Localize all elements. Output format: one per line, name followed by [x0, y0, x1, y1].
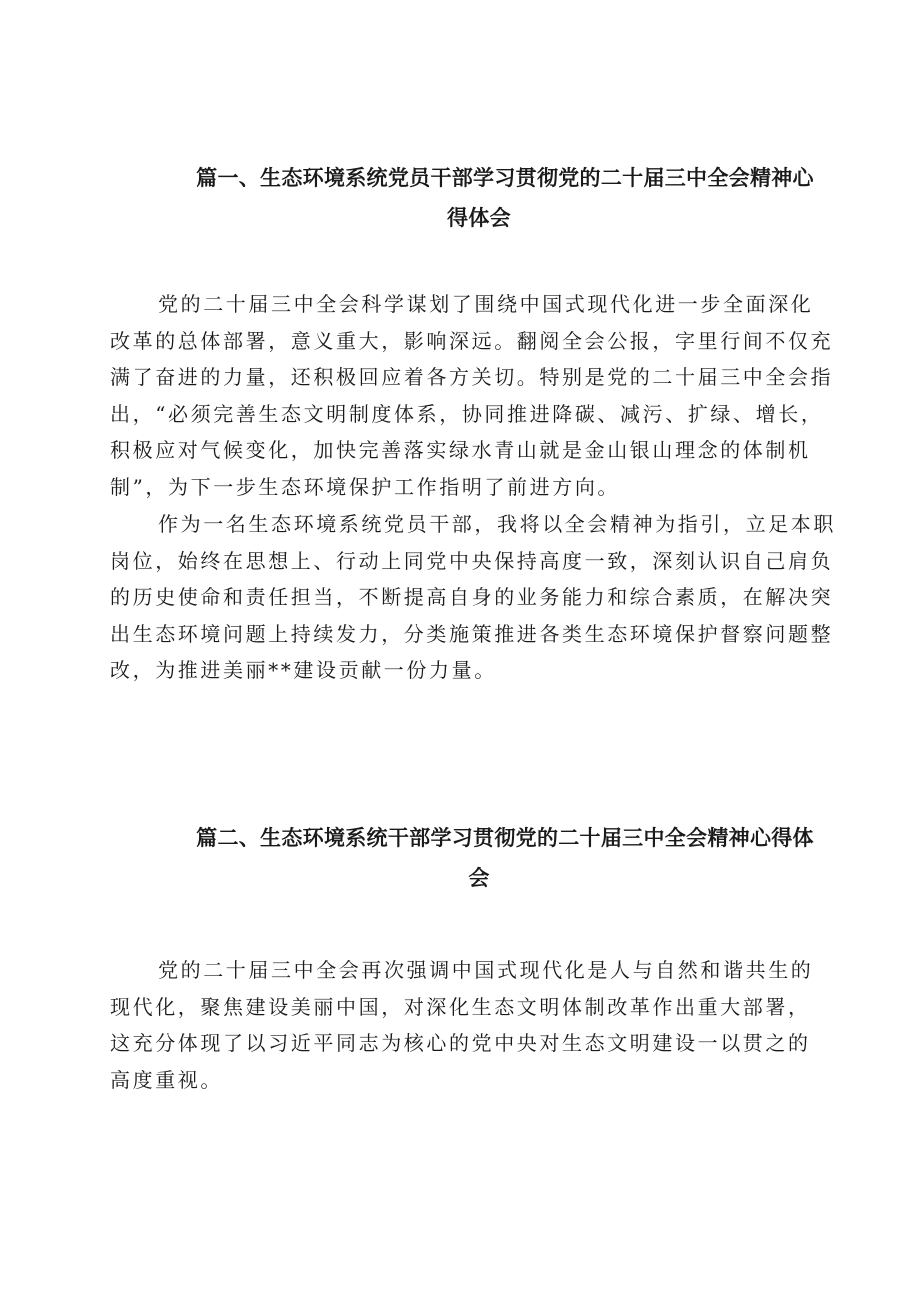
section-two-title-line1: 篇二、生态环境系统干部学习贯彻党的二十届三中全会精神心得体: [196, 826, 814, 850]
section-one-title-line2: 得体会: [447, 206, 511, 230]
paragraph-line: 出生态环境问题上持续发力，分类施策推进各类生态环境保护督察问题整: [110, 621, 834, 646]
section-one-title: [110, 158, 848, 238]
paragraph-line: 的历史使命和责任担当，不断提高自身的业务能力和综合素质，在解决突: [110, 585, 834, 610]
paragraph-line: 现代化，聚焦建设美丽中国，对深化生态文明体制改革作出重大部署，: [110, 994, 811, 1019]
paragraph-line: 岗位，始终在思想上、行动上同党中央保持高度一致，深刻认识自己肩负: [110, 548, 834, 573]
section-two-title-line2: 会: [468, 866, 490, 890]
paragraph-line: 满了奋进的力量，还积极回应着各方关切。特别是党的二十届三中全会指: [110, 365, 834, 390]
section-one-paragraph-1: [110, 286, 846, 506]
section-one-paragraph-2: [110, 506, 846, 689]
section-two-title: [110, 818, 848, 898]
section-two-paragraph-1: [110, 952, 846, 1098]
paragraph-line: 制”，为下一步生态环境保护工作指明了前进方向。: [110, 474, 621, 499]
paragraph-line: 党的二十届三中全会科学谋划了围绕中国式现代化进一步全面深化: [158, 292, 814, 316]
paragraph-line: 改，为推进美丽**建设贡献一份力量。: [110, 658, 497, 683]
paragraph-line: 高度重视。: [110, 1067, 223, 1092]
paragraph-line: 这充分体现了以习近平同志为核心的党中央对生态文明建设一以贯之的: [110, 1031, 811, 1056]
section-one-title-line1: 篇一、生态环境系统党员干部学习贯彻党的二十届三中全会精神心: [196, 166, 814, 190]
paragraph-line: 积极应对气候变化，加快完善落实绿水青山就是金山银山理念的体制机: [110, 438, 811, 463]
paragraph-line: 改革的总体部署，意义重大，影响深远。翻阅全会公报，字里行间不仅充: [110, 328, 834, 353]
paragraph-line: 作为一名生态环境系统党员干部，我将以全会精神为指引，立足本职: [158, 512, 836, 536]
paragraph-line: 党的二十届三中全会再次强调中国式现代化是人与自然和谐共生的: [158, 958, 814, 982]
paragraph-line: 出，“必须完善生态文明制度体系，协同推进降碳、减污、扩绿、增长，: [110, 401, 824, 426]
